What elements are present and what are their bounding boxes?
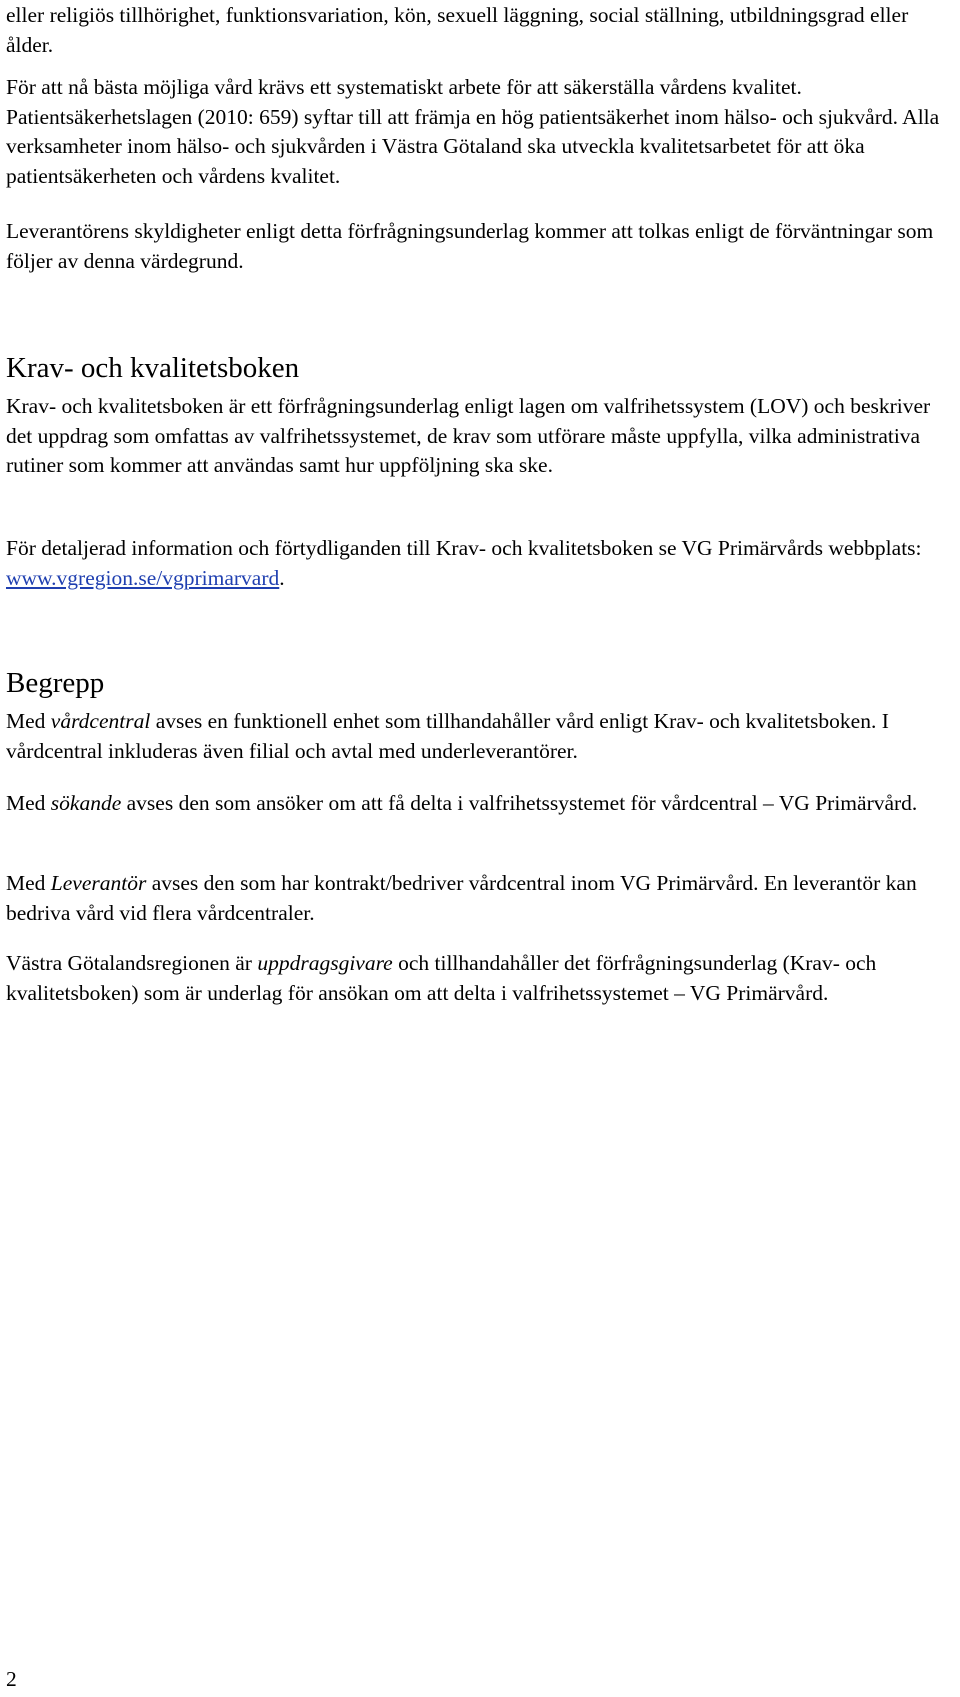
term-vardcentral: vårdcentral bbox=[50, 709, 151, 733]
begrepp-paragraph-3 bbox=[6, 869, 956, 928]
intro-paragraph-1: eller religiös tillhörighet, funktionsvariation, kön, sexuell läggning, social ställning, utbildningsgrad eller ålder. bbox=[6, 3, 909, 57]
intro-paragraph-3: Leverantörens skyldigheter enligt detta förfrågningsunderlag kommer att tolkas enligt de förväntningar som följer av denna värdegrund. bbox=[6, 219, 934, 273]
section-heading-begrepp: Begrepp bbox=[6, 667, 105, 699]
begrepp-paragraph-2 bbox=[6, 789, 917, 819]
krav-paragraph-2-text: För detaljerad information och förtydliganden till Krav- och kvalitetsboken se VG Primärvårds webbplats: bbox=[6, 536, 922, 560]
term-leverantor: Leverantör bbox=[50, 871, 147, 895]
krav-paragraph-2-end: . bbox=[279, 565, 285, 590]
begrepp-p3-lead: Med bbox=[6, 871, 51, 895]
begrepp-p2-rest: avses den som ansöker om att få delta i valfrihetssystemet för vårdcentral – VG Primärvård. bbox=[121, 791, 918, 815]
intro-paragraph-2: För att nå bästa möjliga vård krävs ett systematiskt arbete för att säkerställa vårdens kvalitet. Patientsäkerhetslagen (2010: 659) syftar till att främja en hög patientsäkerhet inom hälso- och sjukvård. Alla verksamheter inom hälso- och sjukvården i Västra Götaland ska utveckla kvalitetsarbetet för att öka patientsäkerheten och vårdens kvalitet. bbox=[6, 75, 940, 188]
krav-paragraph-2 bbox=[6, 534, 956, 593]
begrepp-p1-rest: avses en funktionell enhet som tillhandahåller vård enligt Krav- och kvalitetsboken. I vårdcentral inkluderas även filial och avtal med underleverantörer. bbox=[6, 709, 889, 763]
section-heading-krav: Krav- och kvalitetsboken bbox=[6, 352, 300, 384]
begrepp-p1-lead: Med bbox=[6, 709, 51, 733]
begrepp-paragraph-1 bbox=[6, 707, 956, 766]
page-number: 2 bbox=[6, 1667, 17, 1691]
begrepp-p4-rest: och tillhandahåller det förfrågningsunderlag (Krav- och kvalitetsboken) som är underlag för ansökan om att delta i valfrihetssystemet – VG Primärvård. bbox=[6, 951, 877, 1005]
begrepp-p4-lead: Västra Götalandsregionen är bbox=[6, 951, 258, 975]
begrepp-p2-lead: Med bbox=[6, 791, 51, 815]
begrepp-p3-rest: avses den som har kontrakt/bedriver vårdcentral inom VG Primärvård. En leverantör kan bedriva vård vid flera vårdcentraler. bbox=[6, 871, 917, 925]
term-sokande: sökande bbox=[50, 791, 122, 815]
term-uppdragsgivare: uppdragsgivare bbox=[257, 951, 393, 975]
begrepp-paragraph-4 bbox=[6, 949, 956, 1008]
vgprimarvard-link[interactable]: www.vgregion.se/vgprimarvard bbox=[6, 565, 280, 590]
krav-paragraph-1: Krav- och kvalitetsboken är ett förfrågningsunderlag enligt lagen om valfrihetssystem (LOV) och beskriver det uppdrag som omfattas av valfrihetssystemet, de krav som utförare måste uppfylla, vilka administrativa rutiner som kommer att användas samt hur uppföljning ska ske. bbox=[6, 394, 931, 477]
